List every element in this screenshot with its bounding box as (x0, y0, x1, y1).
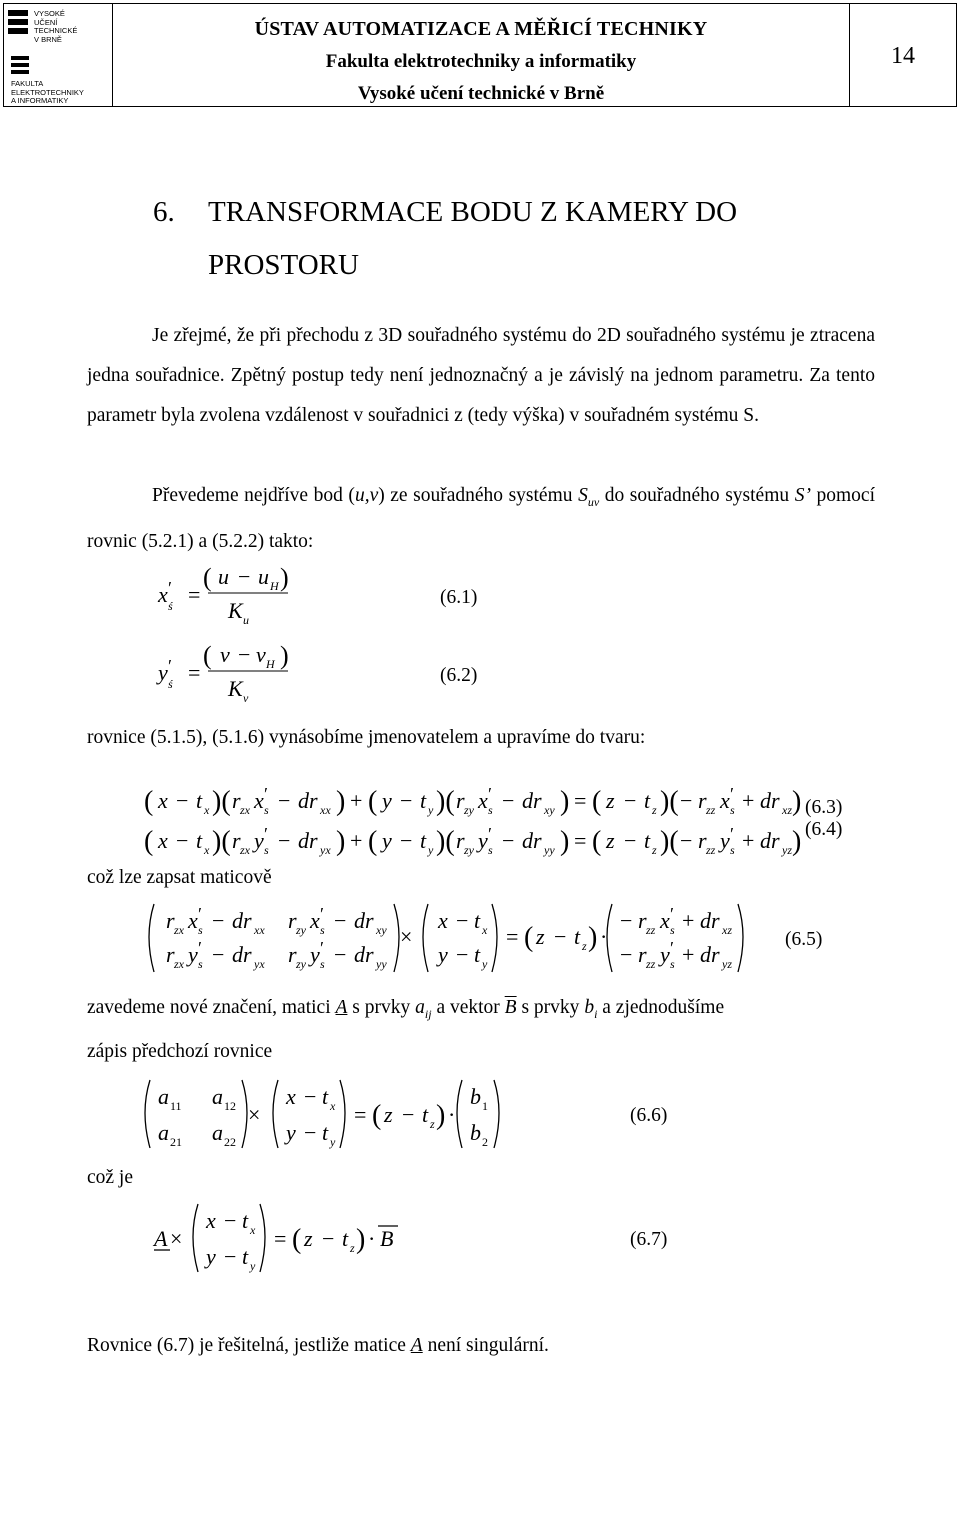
svg-text:r: r (288, 908, 297, 933)
svg-text:y: y (478, 828, 488, 853)
svg-text:): ) (792, 786, 802, 817)
paragraph-matrix-intro: což lze zapsat maticově (87, 867, 272, 888)
equation-label-6-4: (6.4) (805, 819, 843, 840)
svg-text:(: ( (203, 563, 212, 592)
svg-text:t: t (242, 1208, 249, 1233)
svg-text:′: ′ (488, 824, 492, 844)
svg-text:zx: zx (174, 923, 184, 937)
svg-text:s: s (320, 957, 325, 971)
svg-text:(: ( (203, 641, 212, 670)
svg-text:yy: yy (544, 843, 555, 857)
svg-text:K: K (228, 598, 243, 623)
svg-text:t: t (474, 942, 481, 967)
svg-text:+: + (742, 788, 755, 813)
svg-text:y: y (310, 942, 320, 967)
svg-text:−: − (212, 942, 225, 967)
svg-text:xz: xz (782, 803, 792, 817)
svg-text:−: − (212, 908, 225, 933)
svg-text:−: − (502, 788, 515, 813)
svg-text:y: y (482, 957, 488, 971)
svg-text:−: − (176, 828, 189, 853)
svg-text:(: ( (292, 1224, 302, 1255)
svg-text:): ) (436, 1100, 446, 1131)
svg-text:y: y (428, 843, 434, 857)
paragraph-zapis: zápis předchozí rovnice (87, 1041, 273, 1062)
svg-text:t: t (644, 828, 651, 853)
svg-text:′: ′ (198, 938, 202, 958)
svg-text:s: s (198, 957, 203, 971)
svg-text:dr: dr (522, 788, 542, 813)
svg-text:): ) (588, 922, 598, 953)
svg-text:t: t (322, 1084, 329, 1109)
svg-text:s: s (320, 923, 325, 937)
svg-text:t: t (644, 788, 651, 813)
svg-text:s: s (730, 843, 735, 857)
svg-text:): ) (280, 641, 289, 670)
svg-text:12: 12 (224, 1099, 236, 1113)
svg-text:): ) (356, 1224, 366, 1255)
svg-text:=: = (188, 660, 201, 685)
svg-text:xx: xx (254, 923, 265, 937)
svg-text:t: t (422, 1102, 429, 1127)
svg-text:x: x (204, 803, 210, 817)
svg-text:dr: dr (522, 828, 542, 853)
svg-text:dr: dr (232, 908, 252, 933)
logo-text-bottom: FAKULTA ELEKTROTECHNIKY A INFORMATIKY (11, 79, 84, 105)
paragraph-intro (87, 316, 875, 436)
svg-text:zx: zx (174, 957, 184, 971)
svg-text:yy: yy (376, 957, 387, 971)
svg-text:zy: zy (464, 843, 474, 857)
svg-text:y: y (720, 828, 730, 853)
svg-text:+: + (682, 942, 695, 967)
svg-text:yz: yz (722, 957, 732, 971)
svg-text:y: y (438, 942, 448, 967)
svg-text:): ) (280, 563, 289, 592)
svg-text:′: ′ (730, 784, 734, 804)
svg-text:(: ( (592, 786, 602, 817)
svg-text:z: z (606, 788, 615, 813)
svg-text:·: · (600, 924, 608, 949)
section-number: 6. (153, 196, 175, 228)
svg-text:−: − (334, 942, 347, 967)
svg-text:K: K (228, 676, 243, 701)
svg-text:t: t (420, 788, 427, 813)
svg-text:)(: )( (660, 786, 679, 817)
svg-text:s: s (488, 843, 493, 857)
svg-text:): ) (336, 786, 346, 817)
svg-text:t: t (242, 1244, 249, 1269)
svg-text:): ) (560, 786, 570, 817)
svg-text:−: − (238, 642, 251, 667)
svg-text:r: r (232, 828, 241, 853)
svg-text:b: b (470, 1084, 481, 1109)
svg-text:2: 2 (482, 1135, 488, 1149)
svg-text:+: + (350, 828, 363, 853)
svg-text:): ) (336, 826, 346, 857)
svg-text:x: x (158, 828, 168, 853)
svg-text:−: − (304, 1120, 317, 1145)
svg-text:r: r (698, 828, 707, 853)
page-header (0, 0, 960, 110)
section-title-line2: PROSTORU (208, 249, 359, 281)
svg-text:x: x (286, 1084, 296, 1109)
svg-text:u: u (258, 564, 269, 589)
svg-text:)(: )( (660, 826, 679, 857)
svg-text:z: z (350, 1241, 355, 1255)
svg-text:y: y (330, 1135, 336, 1149)
svg-text:xx: xx (320, 803, 331, 817)
equation-label-6-1: (6.1) (440, 587, 478, 608)
equation-label-6-7: (6.7) (630, 1229, 668, 1250)
fekt-logo-mark-icon (11, 56, 33, 76)
svg-text:·: · (368, 1226, 376, 1251)
svg-text:(: ( (372, 1100, 382, 1131)
equation-label-6-3: (6.3) (805, 797, 843, 818)
svg-text:22: 22 (224, 1135, 236, 1149)
svg-text:′: ′ (670, 938, 674, 958)
svg-text:r: r (638, 942, 647, 967)
svg-text:−: − (400, 788, 413, 813)
logo-text-top: VYSOKÉ UČENÍ TECHNICKÉ V BRNĚ (34, 9, 78, 44)
svg-text:r: r (166, 908, 175, 933)
svg-text:zx: zx (240, 843, 250, 857)
svg-text:′: ′ (320, 938, 324, 958)
faculty-name: Fakulta elektrotechniky a informatiky (325, 51, 637, 72)
svg-text:t: t (196, 788, 203, 813)
svg-text:zz: zz (646, 923, 656, 937)
svg-text:−: − (456, 908, 469, 933)
svg-text:(: ( (524, 922, 534, 953)
equation-6-7 (150, 1200, 410, 1280)
svg-text:+: + (682, 908, 695, 933)
svg-text:=: = (574, 828, 587, 853)
svg-text:)(: )( (212, 786, 231, 817)
svg-text:A: A (154, 1226, 168, 1251)
svg-text:ś: ś (168, 677, 173, 691)
svg-text:t: t (196, 828, 203, 853)
svg-text:x: x (254, 788, 264, 813)
svg-text:y: y (158, 660, 168, 685)
svg-text:x: x (478, 788, 488, 813)
svg-text:s: s (488, 803, 493, 817)
svg-text:21: 21 (170, 1135, 182, 1149)
svg-text:zx: zx (240, 803, 250, 817)
svg-text:−: − (620, 942, 633, 967)
svg-text:′: ′ (264, 784, 268, 804)
svg-text:z: z (304, 1226, 313, 1251)
svg-text:x: x (204, 843, 210, 857)
svg-text:B: B (380, 1226, 394, 1251)
svg-text:v: v (243, 691, 249, 705)
svg-text:r: r (456, 788, 465, 813)
svg-text:z: z (652, 803, 657, 817)
svg-text:zy: zy (296, 957, 306, 971)
svg-text:dr: dr (298, 828, 318, 853)
page-number-cell (850, 3, 957, 107)
svg-text:−: − (304, 1084, 317, 1109)
svg-text:zy: zy (296, 923, 306, 937)
svg-text:−: − (554, 924, 567, 949)
svg-text:−: − (224, 1208, 237, 1233)
svg-text:−: − (624, 788, 637, 813)
paragraph-coz-je: což je (87, 1167, 134, 1188)
svg-text:r: r (698, 788, 707, 813)
svg-text:t: t (574, 924, 581, 949)
svg-text:y: y (250, 1259, 256, 1273)
paragraph-conclusion: Rovnice (6.7) je řešitelná, jestliže matice A není singulární. (87, 1335, 549, 1356)
svg-text:×: × (248, 1102, 261, 1127)
svg-text:·: · (448, 1102, 456, 1127)
svg-text:11: 11 (170, 1099, 182, 1113)
svg-text:y: y (206, 1244, 216, 1269)
svg-text:H: H (266, 657, 275, 671)
svg-text:dr: dr (700, 942, 720, 967)
svg-text:z: z (430, 1117, 435, 1131)
svg-text:)(: )( (436, 826, 455, 857)
svg-text:z: z (582, 939, 587, 953)
svg-text:a: a (158, 1120, 169, 1145)
svg-text:−: − (400, 828, 413, 853)
university-name: Vysoké učení technické v Brně (357, 83, 605, 104)
svg-text:(: ( (144, 786, 154, 817)
svg-text:=: = (188, 582, 201, 607)
paragraph-notation: zavedeme nové značení, matici A s prvky $a_{ij}$ a vektor $\overline{B}$ s prvky $b_i$ a zjednodušíme (87, 997, 725, 1021)
svg-text:zz: zz (706, 843, 716, 857)
svg-text:zz: zz (646, 957, 656, 971)
svg-text:u: u (243, 613, 249, 627)
svg-text:z: z (536, 924, 545, 949)
university-logo (3, 3, 113, 107)
svg-text:xy: xy (376, 923, 387, 937)
svg-text:zz: zz (706, 803, 716, 817)
svg-text:)(: )( (436, 786, 455, 817)
svg-text:z: z (606, 828, 615, 853)
page-number: 14 (891, 43, 915, 69)
svg-text:s: s (198, 923, 203, 937)
svg-text:r: r (232, 788, 241, 813)
svg-text:a: a (212, 1120, 223, 1145)
svg-text:r: r (288, 942, 297, 967)
svg-text:=: = (574, 788, 587, 813)
svg-text:xz: xz (722, 923, 732, 937)
svg-text:dr: dr (760, 788, 780, 813)
svg-text:′: ′ (670, 904, 674, 924)
svg-text:′: ′ (488, 784, 492, 804)
svg-text:x: x (158, 582, 168, 607)
svg-text:y: y (254, 828, 264, 853)
svg-text:yz: yz (782, 843, 792, 857)
svg-text:x: x (720, 788, 730, 813)
svg-text:r: r (456, 828, 465, 853)
svg-text:(: ( (368, 826, 378, 857)
equation-label-6-6: (6.6) (630, 1105, 668, 1126)
svg-text:s: s (730, 803, 735, 817)
svg-text:s: s (264, 843, 269, 857)
svg-text:−: − (278, 788, 291, 813)
paragraph-intro-text: Je zřejmé, že při přechodu z 3D souřadného systému do 2D souřadného systému je ztracena jedna souřadnice. Zpětný postup tedy není jednoznačný a je závislý na jednom parametru. Za tento parametr byla zvolena vzdálenost v souřadnici z (tedy výška) v souřadném systému S. (87, 325, 875, 426)
equation-label-6-2: (6.2) (440, 665, 478, 686)
svg-text:=: = (274, 1226, 287, 1251)
svg-text:u: u (218, 564, 229, 589)
svg-text:x: x (158, 788, 168, 813)
svg-text:′: ′ (168, 578, 172, 598)
section-title-line1: TRANSFORMACE BODU Z KAMERY DO (208, 196, 738, 228)
svg-text:b: b (470, 1120, 481, 1145)
svg-text:H: H (270, 579, 279, 593)
svg-text:y: y (660, 942, 670, 967)
svg-text:z: z (652, 843, 657, 857)
svg-text:v: v (220, 642, 230, 667)
svg-text:=: = (354, 1102, 367, 1127)
svg-text:dr: dr (700, 908, 720, 933)
svg-text:r: r (166, 942, 175, 967)
svg-text:y: y (382, 828, 392, 853)
svg-text:x: x (660, 908, 670, 933)
svg-text:): ) (560, 826, 570, 857)
svg-text:x: x (206, 1208, 216, 1233)
svg-text:−: − (224, 1244, 237, 1269)
header-title-block (113, 3, 850, 107)
svg-text:y: y (382, 788, 392, 813)
svg-text:t: t (342, 1226, 349, 1251)
equation-6-5 (140, 900, 800, 980)
svg-text:y: y (428, 803, 434, 817)
svg-text:a: a (158, 1084, 169, 1109)
svg-text:−: − (278, 828, 291, 853)
svg-text:s: s (670, 957, 675, 971)
svg-text:(: ( (368, 786, 378, 817)
svg-text:dr: dr (354, 942, 374, 967)
svg-text:′: ′ (730, 824, 734, 844)
svg-text:t: t (420, 828, 427, 853)
svg-text:s: s (264, 803, 269, 817)
svg-text:ś: ś (168, 599, 173, 613)
paragraph-rovnice: rovnice (5.1.5), (5.1.6) vynásobíme jmenovatelem a upravíme do tvaru: (87, 727, 646, 748)
svg-text:x: x (438, 908, 448, 933)
svg-text:xy: xy (544, 803, 555, 817)
svg-text:x: x (250, 1223, 256, 1237)
equation-6-6 (140, 1076, 560, 1156)
svg-text:−: − (680, 828, 693, 853)
svg-text:−: − (620, 908, 633, 933)
svg-text:t: t (322, 1120, 329, 1145)
svg-text:yx: yx (320, 843, 331, 857)
svg-text:x: x (482, 923, 488, 937)
svg-text:v: v (256, 642, 266, 667)
institute-name: ÚSTAV AUTOMATIZACE A MĚŘICÍ TECHNIKY (254, 18, 708, 40)
svg-text:−: − (456, 942, 469, 967)
equations-6-3-6-4 (140, 780, 800, 870)
svg-text:)(: )( (212, 826, 231, 857)
svg-text:s: s (670, 923, 675, 937)
svg-text:−: − (502, 828, 515, 853)
svg-text:−: − (176, 788, 189, 813)
svg-text:=: = (506, 924, 519, 949)
svg-text:1: 1 (482, 1099, 488, 1113)
svg-text:′: ′ (198, 904, 202, 924)
svg-text:−: − (334, 908, 347, 933)
svg-text:x: x (188, 908, 198, 933)
svg-text:dr: dr (232, 942, 252, 967)
svg-text:y: y (286, 1120, 296, 1145)
svg-text:×: × (400, 924, 413, 949)
svg-text:′: ′ (320, 904, 324, 924)
svg-text:′: ′ (168, 656, 172, 676)
svg-text:dr: dr (298, 788, 318, 813)
equation-label-6-5: (6.5) (785, 929, 823, 950)
svg-text:+: + (742, 828, 755, 853)
svg-text:y: y (188, 942, 198, 967)
svg-text:a: a (212, 1084, 223, 1109)
svg-text:dr: dr (354, 908, 374, 933)
svg-text:zy: zy (464, 803, 474, 817)
svg-text:dr: dr (760, 828, 780, 853)
svg-text:×: × (170, 1226, 183, 1251)
svg-text:′: ′ (264, 824, 268, 844)
paragraph-convert: Převedeme nejdříve bod (u,v) ze souřadného systému $S_{uv}$ do souřadného systému S’ pomocí rovnic (5.2.1) a (5.2.2) takto: (87, 485, 875, 552)
svg-text:x: x (330, 1099, 336, 1113)
vut-logo-mark-icon (8, 10, 36, 40)
svg-text:t: t (474, 908, 481, 933)
svg-text:r: r (638, 908, 647, 933)
svg-text:(: ( (592, 826, 602, 857)
svg-text:x: x (310, 908, 320, 933)
svg-text:+: + (350, 788, 363, 813)
svg-text:−: − (680, 788, 693, 813)
svg-text:): ) (792, 826, 802, 857)
svg-text:yx: yx (254, 957, 265, 971)
svg-text:−: − (322, 1226, 335, 1251)
svg-text:−: − (238, 564, 251, 589)
svg-text:−: − (624, 828, 637, 853)
svg-text:z: z (384, 1102, 393, 1127)
svg-text:(: ( (144, 826, 154, 857)
svg-text:−: − (402, 1102, 415, 1127)
